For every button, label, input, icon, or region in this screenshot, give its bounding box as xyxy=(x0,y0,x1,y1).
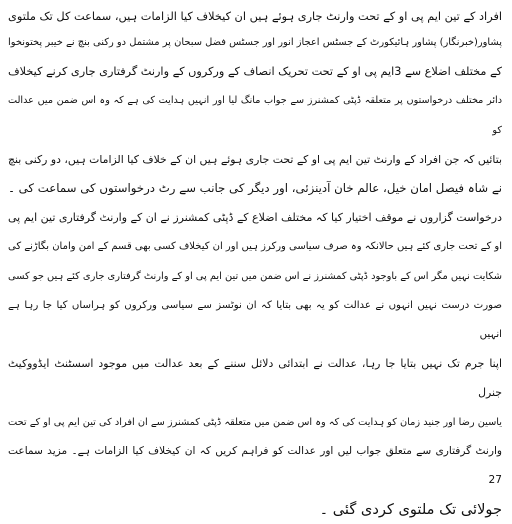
article-line: جولائی تک ملتوی کردی گئی ۔ xyxy=(319,501,502,519)
article-line: درخواست گزاروں نے موقف اختیار کیا کہ مختلف اضلاع کے ڈپٹی کمشنرز نے ان کے وارنٹ گرفتاری تین ایم پی xyxy=(8,211,502,225)
article-line: بتائیں کہ جن افراد کے وارنٹ تین ایم پی او کے تحت جاری ہوئے ہیں ان کے خلاف کیا الزامات ہیں، دو رکنی بنچ xyxy=(8,152,502,166)
article-line: اپنا جرم تک نہیں بتایا جا رہا، عدالت نے ابتدائی دلائل سننے کے بعد عدالت میں موجود اسسٹنٹ ایڈووکیٹ جنرل xyxy=(8,357,502,400)
article-line: شکایت نہیں مگر اس کے باوجود ڈپٹی کمشنرز نے اس ضمن میں تین ایم پی او کے وارنٹ گرفتاری جاری کئے ہیں جو کسی xyxy=(8,270,502,282)
article-line: کے مختلف اضلاع سے 3ایم پی او کے تحت تحریک انصاف کے ورکروں کے وارنٹ گرفتاری جاری کرنے کیخلاف xyxy=(8,65,502,79)
article-line: وارنٹ گرفتاری سے متعلق جواب لیں اور عدالت کو فراہم کریں کہ ان کیخلاف کیا الزامات ہے۔ مزید سماعت 27 xyxy=(8,444,502,487)
article-line: یاسین رضا اور جنید زمان کو ہدایت کی کہ وہ اس ضمن میں متعلقہ ڈپٹی کمشنرز سے ان افراد کی تین ایم پی او کے تحت xyxy=(8,416,502,428)
headline: افراد کے تین ایم پی او کے تحت وارنٹ جاری ہوئے ہیں ان کیخلاف کیا الزامات ہیں، سماعت کل تک ملتوی xyxy=(8,9,502,23)
article-line: او کے تحت جاری کئے ہیں حالانکہ وہ صرف سیاسی ورکرز ہیں اور ان کیخلاف کسی بھی قسم کے امن وامان بگاڑنے کی xyxy=(8,241,502,253)
article-line: دائر مختلف درخواستوں پر متعلقہ ڈپٹی کمشنرز سے جواب مانگ لیا اور انہیں ہدایت کی ہے کہ وہ اس ضمن میں عدالت کو xyxy=(8,95,502,136)
article-line: صورت درست نہیں انہوں نے عدالت کو یہ بھی بتایا کہ ان نوٹسز سے سیاسی ورکروں کو ہراساں کیا جا رہا ہے انہیں xyxy=(8,299,502,341)
article-body xyxy=(8,28,502,524)
article-line: پشاور(خبرنگار) پشاور ہائیکورٹ کے جسٹس اعجاز انور اور جسٹس فضل سبحان پر مشتمل دو رکنی بنچ نے خیبر پختونخوا xyxy=(8,37,502,48)
article-line: نے شاہ فیصل امان خیل، عالم خان آدینزئی، اور دیگر کی جانب سے رٹ درخواستوں کی سماعت کی ۔ xyxy=(8,181,502,196)
